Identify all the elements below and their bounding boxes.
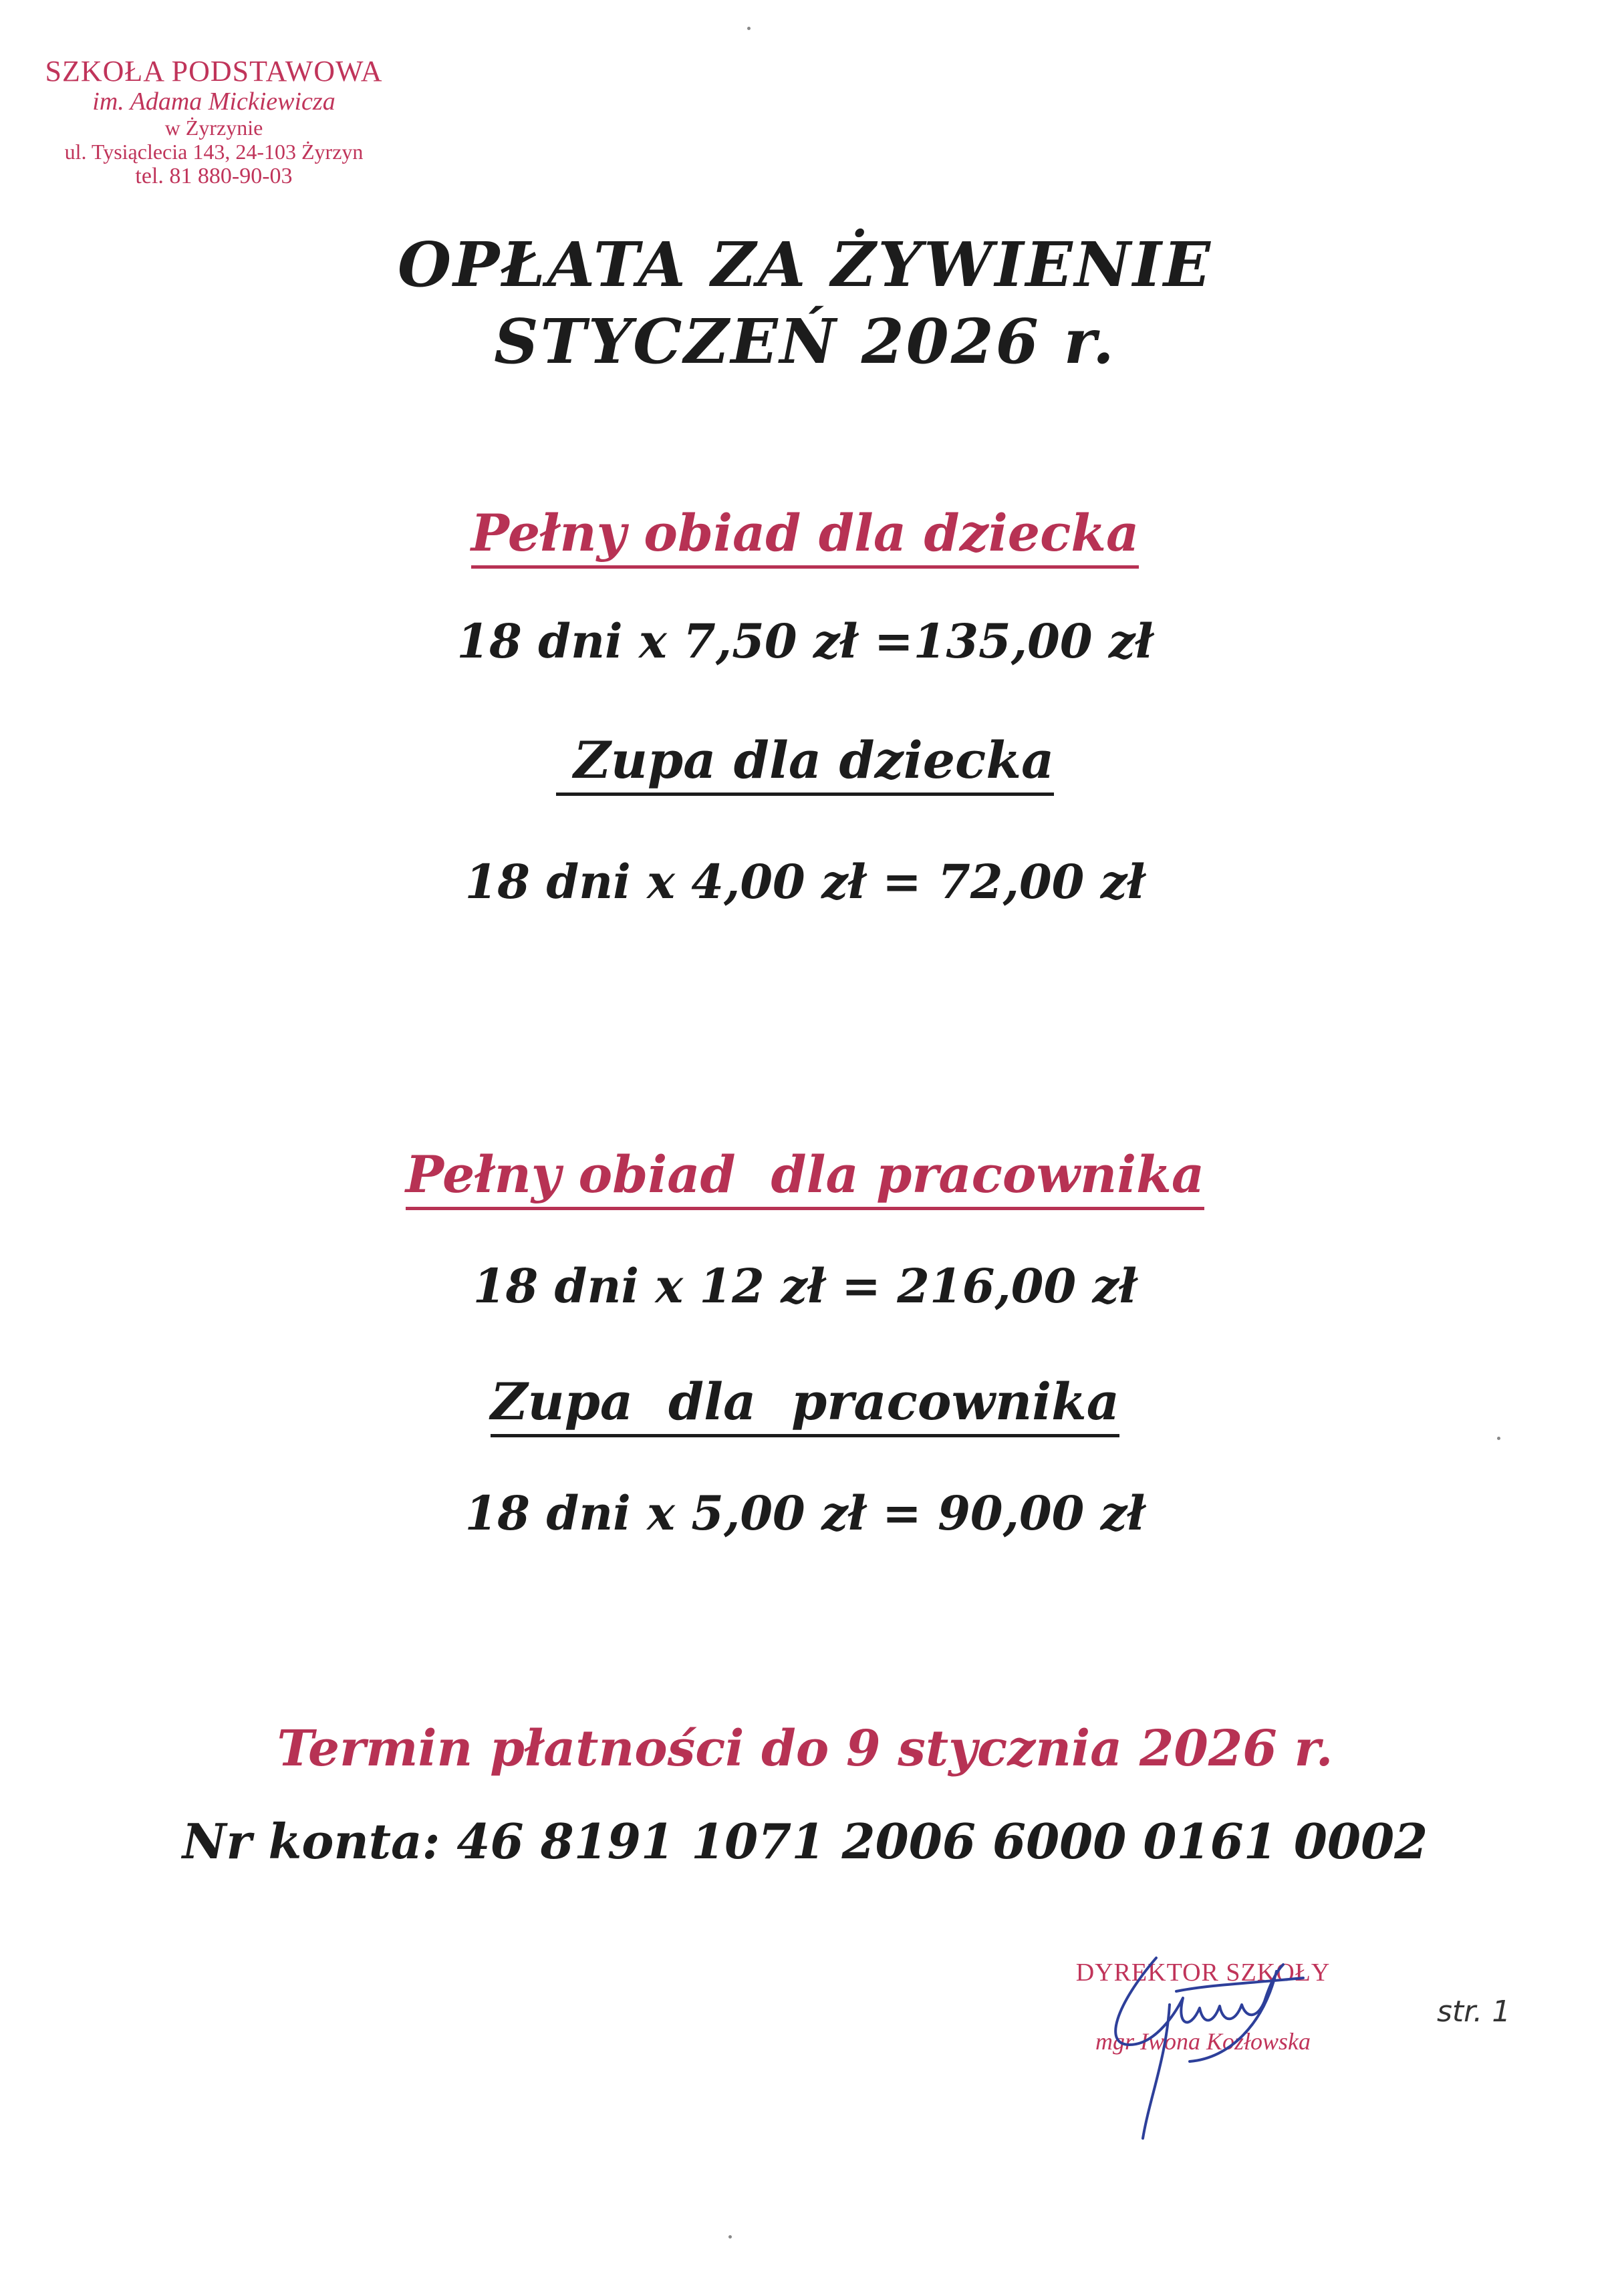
school-patron: im. Adama Mickiewicza xyxy=(92,88,336,116)
payment-deadline: Termin płatności do 9 stycznia 2026 r. xyxy=(277,1720,1333,1777)
scan-speck xyxy=(747,27,751,30)
school-phone: tel. 81 880-90-03 xyxy=(135,164,293,189)
scan-speck xyxy=(1497,1437,1500,1440)
heading-child-full-meal xyxy=(0,503,1610,563)
scan-speck xyxy=(728,2235,732,2239)
school-name: SZKOŁA PODSTAWOWA xyxy=(45,55,383,88)
calc-staff-full-meal: 18 dni x 12 zł = 216,00 zł xyxy=(473,1258,1137,1314)
heading-child-full-meal-text: Pełny obiad dla dziecka xyxy=(471,503,1139,569)
heading-staff-full-meal-text: Pełny obiad dla pracownika xyxy=(406,1145,1204,1210)
document-title-line2: STYCZEŃ 2026 r. xyxy=(494,305,1116,378)
director-name: mgr Iwona Kozłowska xyxy=(1095,2028,1311,2055)
director-title: DYREKTOR SZKOŁY xyxy=(1075,1959,1331,1987)
heading-staff-soup xyxy=(0,1372,1610,1431)
heading-staff-soup-text: Zupa dla pracownika xyxy=(491,1372,1119,1437)
school-town: w Żyrzynie xyxy=(164,115,263,140)
school-stamp xyxy=(27,55,401,190)
document-title-line1: OPŁATA ZA ŻYWIENIE xyxy=(398,229,1212,301)
heading-child-soup-text: Zupa dla dziecka xyxy=(556,730,1054,796)
bank-account-number: Nr konta: 46 8191 1071 2006 6000 0161 0002 xyxy=(182,1813,1428,1870)
heading-child-soup xyxy=(0,730,1610,790)
heading-staff-full-meal xyxy=(0,1145,1610,1204)
calc-staff-soup: 18 dni x 5,00 zł = 90,00 zł xyxy=(464,1485,1146,1541)
calc-child-soup: 18 dni x 4,00 zł = 72,00 zł xyxy=(464,854,1146,909)
page-number: str. 1 xyxy=(1437,1995,1511,2029)
calc-child-full-meal: 18 dni x 7,50 zł =135,00 zł xyxy=(456,613,1154,669)
school-address: ul. Tysiąclecia 143, 24-103 Żyrzyn xyxy=(64,139,364,164)
handwritten-signature-icon xyxy=(1076,1945,1330,2145)
